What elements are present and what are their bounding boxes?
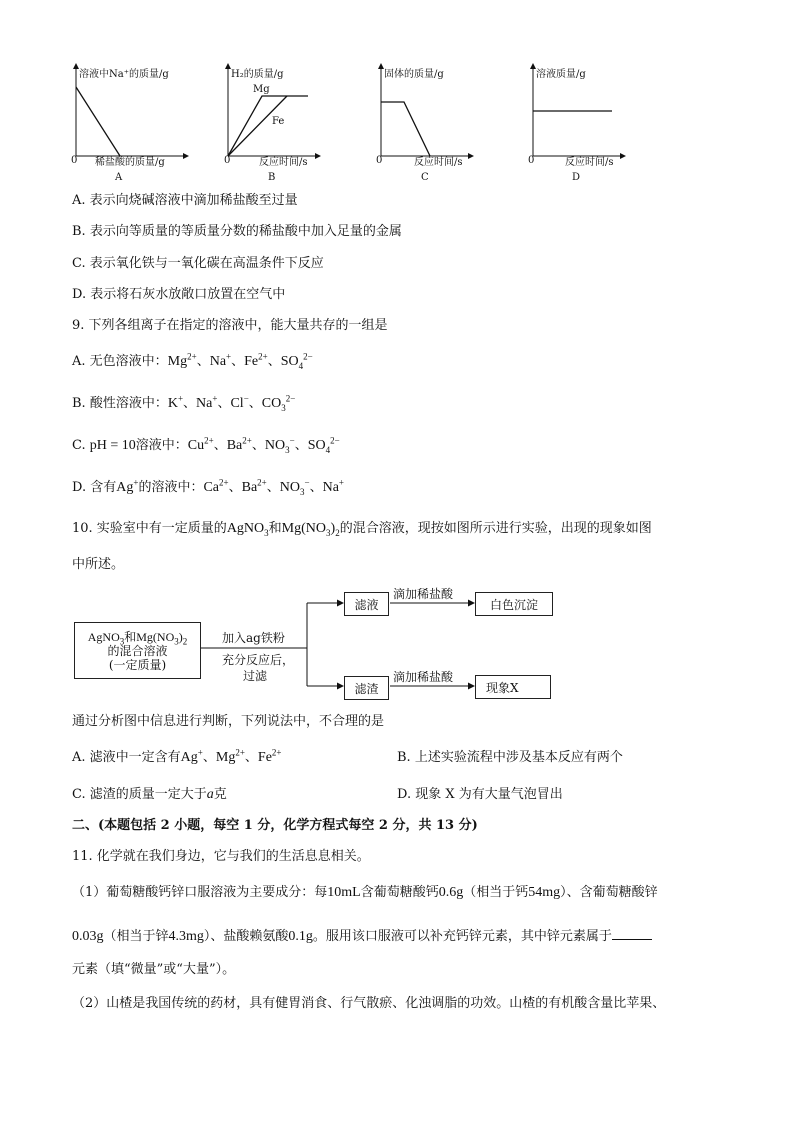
q10-result-2-box: 现象X [475,675,551,699]
q11-answer-blank[interactable] [612,927,652,940]
q11-p2-c: 。服用该口服液可以补充钙锌元素，其中锌元素属于 [312,929,612,944]
q11-p1-m2: 54mg [528,885,561,900]
q10-arrow-top-label: 加入ag铁粉 [222,631,285,645]
q11-part1-line1 [72,885,658,901]
graph-d [528,66,623,183]
graph-b-curve-fe: Fe [272,116,285,127]
q11-p2-m3: 0.03g [72,929,104,944]
q9-option-d: D. 含有Ag+的溶液中：$Ca^{2+}$、$Ba^{2+}$、$NO_3^-$、Na+ [72,477,344,497]
q10-start-box: AgNO$_3$和$Mg(NO_3)_2$ 的混合溶液 (一定质量) [74,622,201,679]
q10-stem-b: 的混合溶液，现按如图所示进行实验，出现的现象如图 [339,521,652,536]
q10-opt-a-text: A. 滤液中一定含有 [72,750,181,765]
graph-d-letter: D [572,172,581,183]
q10-question: 通过分析图中信息进行判断，下列说法中，不合理的是 [72,714,385,729]
q11-stem: 11. 化学就在我们身边，它与我们的生活息息相关。 [72,849,370,864]
q9-option-b: B. 酸性溶液中：K+、Na+、Cl−、$CO_3^{2-}$ [72,393,296,413]
q9-option-a: A. 无色溶液中：$Mg^{2+}$、Na+、$Fe^{2+}$、$SO_4^{2-}$ [72,351,313,371]
q10-option-d: D. 现象 X 为有大量气泡冒出 [397,787,563,802]
graph-a-origin: 0 [71,155,78,166]
graph-b-curve-mg: Mg [253,84,270,95]
q11-p1-m1: 0.6g [438,885,464,900]
q11-part2-line1: （2）山楂是我国传统的药材，具有健胃消食、行气散瘀、化浊调脂的功效。山楂的有机酸含量比苹果、 [72,996,666,1011]
graph-c [376,66,471,183]
q10-start-line3: (一定质量) [108,657,167,672]
q10-residue-box: 滤渣 [344,676,389,700]
q11-p2-m5: 0.1g [288,929,313,944]
q11-p1-vol: 10mL [327,885,361,900]
q10-add-hcl-1: 滴加稀盐酸 [393,587,454,601]
graph-d-ylabel: 溶液质量/g [536,69,586,80]
graph-b-ylabel: H₂的质量/g [231,69,284,80]
q8-option-b: B. 表示向等质量的等质量分数的稀盐酸中加入足量的金属 [72,224,402,239]
graph-b-xlabel: 反应时间/s [259,157,308,168]
graph-c-xlabel: 反应时间/s [414,157,463,168]
q8-option-d: D. 表示将石灰水放敞口放置在空气中 [72,287,286,302]
graph-d-xlabel: 反应时间/s [565,157,614,168]
graph-b-origin: 0 [224,155,231,166]
q10-arrow-bottom-label1: 充分反应后， [222,653,295,667]
graph-d-origin: 0 [528,155,535,166]
q10-filtrate-box: 滤液 [344,592,389,616]
q11-p1-b: 含葡萄糖酸钙 [360,885,439,900]
graph-b [224,66,318,183]
q11-part1-line3: 元素（填“微量”或“大量”）。 [72,962,236,977]
graph-a [71,66,186,183]
q9-d-prefix: D. 含有 [72,480,117,495]
q9-d-mid: 的溶液中： [138,480,204,495]
graph-a-letter: A [115,172,123,183]
section-2-heading: 二、(本题包括 2 小题，每空 1 分，化学方程式每空 2 分，共 13 分) [72,818,478,833]
q8-option-a: A. 表示向烧碱溶液中滴加稀盐酸至过量 [72,193,298,208]
graph-a-xlabel: 稀盐酸的质量/g [95,157,165,168]
q9-a-prefix: A. 无色溶液中： [72,354,168,369]
q11-p2-a: （相当于锌 [103,929,169,944]
graph-c-letter: C [421,172,429,183]
q8-option-c: C. 表示氧化铁与一氧化碳在高温条件下反应 [72,256,324,271]
graph-a-ylabel: 溶液中Na⁺的质量/g [79,69,169,80]
q10-arrow-bottom-label2: 过滤 [243,669,268,683]
q10-result-1-box: 白色沉淀 [475,592,553,616]
q10-opt-c-var: a [206,787,214,802]
q8-graphs [0,0,794,185]
q11-p1-d: ）、含葡萄糖酸锌 [560,885,658,900]
q10-stem-line2: 中所述。 [72,557,125,572]
q10-stem-and: 和 [268,521,282,536]
q9-c-prefix: C. [72,438,90,453]
graph-c-ylabel: 固体的质量/g [384,69,444,80]
q9-b-prefix: B. 酸性溶液中： [72,396,168,411]
q10-option-b: B. 上述实验流程中涉及基本反应有两个 [397,750,623,765]
q9-stem: 9. 下列各组离子在指定的溶液中，能大量共存的一组是 [72,318,388,333]
q9-c-mid: 溶液中： [135,438,188,453]
q10-stem-a: 10. 实验室中有一定质量的 [72,521,227,536]
q10-stem-line1: 10. 实验室中有一定质量的AgNO$_3$和$Mg(NO_3)_2$的混合溶液，现按如图所示进行实验，出现的现象如图 [72,521,652,538]
q9-option-c: C. pH = 10溶液中：$Cu^{2+}$、$Ba^{2+}$、$NO_3^-$、$SO_4^{2-}$ [72,435,340,455]
q9-c-ph: pH = 10 [89,438,136,453]
graph-b-letter: B [268,172,276,183]
q10-opt-c1: C. 滤渣的质量一定大于 [72,787,207,802]
q10-start-line2: 的混合溶液 [107,643,168,658]
q10-add-hcl-2: 滴加稀盐酸 [393,670,454,684]
q11-p1-a: （1）葡萄糖酸钙锌口服溶液为主要成分：每 [72,885,328,900]
q11-p1-c: （相当于钙 [463,885,529,900]
q10-option-a: A. 滤液中一定含有Ag+、$Mg^{2+}$、$Fe^{2+}$ [72,747,282,765]
q11-part1-line2 [72,927,652,945]
q10-option-c [72,787,227,803]
q10-opt-c2: 克 [213,787,227,802]
graph-c-origin: 0 [376,155,383,166]
q11-p2-b: ）、盐酸赖氨酸 [203,929,289,944]
q11-p2-m4: 4.3mg [168,929,204,944]
